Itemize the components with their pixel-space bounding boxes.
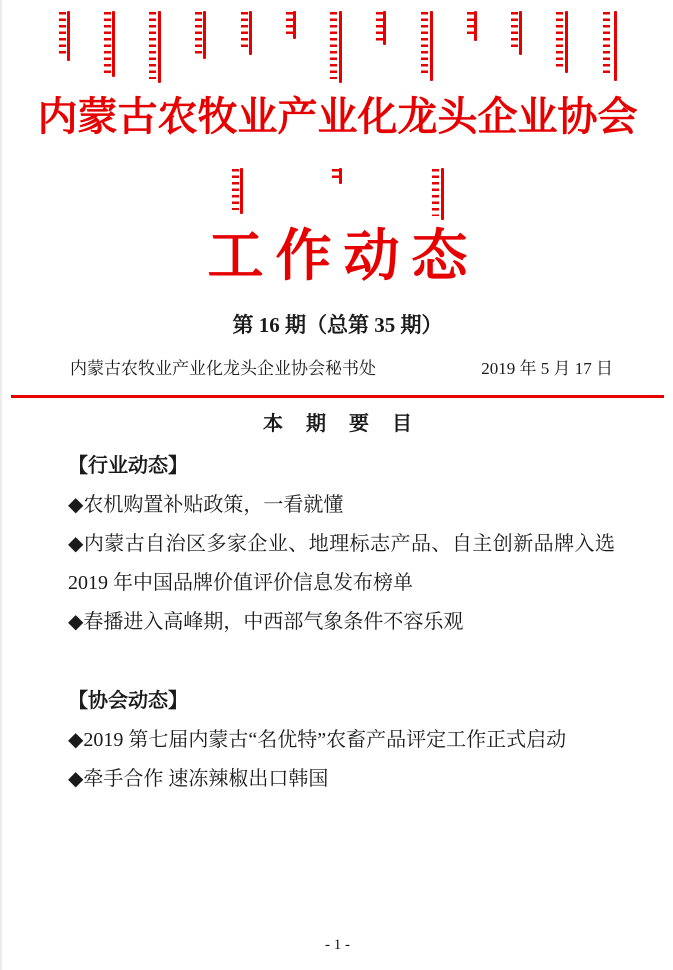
- mongolian-glyph: [511, 11, 522, 55]
- mongolian-glyph: [104, 11, 115, 77]
- mongolian-glyph: [195, 11, 206, 59]
- publisher-row: [70, 357, 613, 380]
- toc-item: ◆内蒙古自治区多家企业、地理标志产品、自主创新品牌入选 2019 年中国品牌价值评价信息发布榜单: [68, 533, 615, 594]
- mongolian-glyph: [421, 11, 433, 81]
- toc-item: ◆2019 第七届内蒙古“名优特”农畜产品评定工作正式启动: [68, 729, 567, 751]
- mongolian-glyph: [376, 11, 386, 45]
- mongolian-glyph: [286, 11, 296, 39]
- toc-item: ◆牵手合作 速冻辣椒出口韩国: [68, 768, 329, 790]
- toc-item: ◆农机购置补贴政策，一看就懂: [68, 494, 344, 516]
- mongolian-glyph: [232, 168, 243, 214]
- mongolian-glyph: [432, 168, 444, 220]
- mongolian-glyph: [149, 11, 161, 83]
- bulletin-title: 工作动态: [207, 226, 480, 288]
- mongolian-glyph: [59, 11, 70, 61]
- contents-sections: [68, 447, 615, 799]
- section-title: 【协会动态】: [68, 690, 188, 712]
- mongolian-glyph: [330, 11, 342, 83]
- toc-section: [68, 682, 615, 799]
- mongolian-glyph: [241, 11, 252, 55]
- mongolian-script-banner-icon: [59, 11, 617, 85]
- section-title: 【行业动态】: [68, 455, 188, 477]
- mongolian-script-subtitle-icon: [232, 168, 444, 220]
- mongolian-glyph: [603, 11, 617, 81]
- page-number: - 1 -: [325, 937, 350, 953]
- mongolian-glyph: [467, 11, 477, 41]
- toc-section: [68, 447, 615, 642]
- red-divider-rule: [11, 395, 664, 398]
- issue-number: 第 16 期（总第 35 期）: [232, 313, 443, 337]
- mongolian-glyph: [332, 168, 342, 184]
- publish-date: 2019 年 5 月 17 日: [481, 359, 613, 378]
- toc-item: ◆春播进入高峰期，中西部气象条件不容乐观: [68, 611, 464, 633]
- publisher-name: 内蒙古农牧业产业化龙头企业协会秘书处: [70, 359, 376, 378]
- org-title: 内蒙古农牧业产业化龙头企业协会: [37, 94, 638, 139]
- contents-heading: 本 期 要 目: [263, 413, 421, 435]
- mongolian-glyph: [556, 11, 568, 73]
